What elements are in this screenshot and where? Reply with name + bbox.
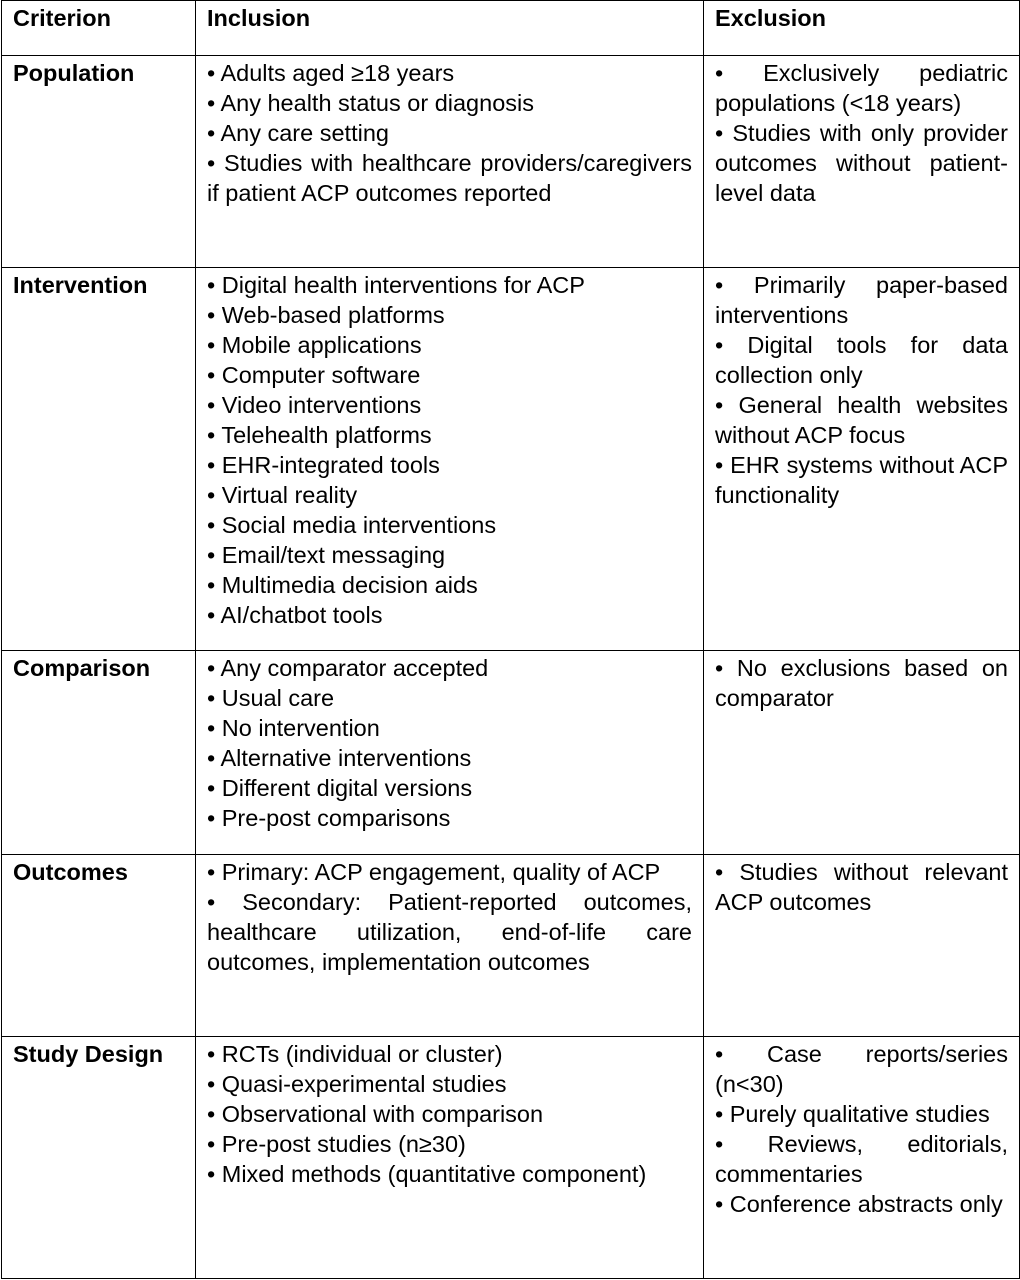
list-item: • Purely qualitative studies bbox=[715, 1101, 990, 1127]
header-criterion: Criterion bbox=[2, 1, 196, 56]
list-item: • Digital tools for data collection only bbox=[715, 332, 1008, 388]
list-item: • Reviews, editorials, commentaries bbox=[715, 1131, 1008, 1187]
table-row-comparison bbox=[2, 651, 1020, 855]
list-item: • Quasi-experimental studies bbox=[207, 1071, 507, 1097]
criterion-cell: Outcomes bbox=[2, 855, 196, 1037]
list-item: • EHR systems without ACP functionality bbox=[715, 452, 1008, 508]
list-item: • Any health status or diagnosis bbox=[207, 90, 534, 116]
criterion-cell: Intervention bbox=[2, 268, 196, 651]
list-item: • Computer software bbox=[207, 362, 421, 388]
list-item: • Studies with healthcare providers/caregivers if patient ACP outcomes reported bbox=[207, 150, 692, 206]
list-item: • Conference abstracts only bbox=[715, 1191, 1003, 1217]
header-exclusion: Exclusion bbox=[704, 1, 1020, 56]
list-item: • General health websites without ACP focus bbox=[715, 392, 1008, 448]
list-item: • Multimedia decision aids bbox=[207, 572, 478, 598]
list-item: • Studies with only provider outcomes without patient-level data bbox=[715, 120, 1008, 206]
list-item: • Usual care bbox=[207, 685, 335, 711]
list-item: • No exclusions based on comparator bbox=[715, 655, 1008, 711]
list-item: • AI/chatbot tools bbox=[207, 602, 383, 628]
inclusion-cell bbox=[196, 268, 704, 651]
table-row-population bbox=[2, 56, 1020, 268]
exclusion-cell bbox=[704, 1037, 1020, 1279]
criteria-table bbox=[1, 0, 1020, 1279]
list-item: • Video interventions bbox=[207, 392, 422, 418]
list-item: • Any care setting bbox=[207, 120, 389, 146]
table-row-outcomes bbox=[2, 855, 1020, 1037]
table-row-intervention bbox=[2, 268, 1020, 651]
header-row bbox=[2, 1, 1020, 56]
list-item: • Social media interventions bbox=[207, 512, 497, 538]
exclusion-cell bbox=[704, 268, 1020, 651]
exclusion-cell bbox=[704, 651, 1020, 855]
list-item: • Primarily paper-based interventions bbox=[715, 272, 1008, 328]
list-item: • RCTs (individual or cluster) bbox=[207, 1041, 503, 1067]
exclusion-cell bbox=[704, 855, 1020, 1037]
list-item: • Mixed methods (quantitative component) bbox=[207, 1161, 647, 1187]
header-inclusion: Inclusion bbox=[196, 1, 704, 56]
list-item: • Secondary: Patient-reported outcomes, healthcare utilization, end-of-life care outcomes, implementation outcomes bbox=[207, 889, 692, 975]
list-item: • Observational with comparison bbox=[207, 1101, 544, 1127]
list-item: • Pre-post studies (n≥30) bbox=[207, 1131, 466, 1157]
list-item: • Exclusively pediatric populations (<18 years) bbox=[715, 60, 1008, 116]
list-item: • Virtual reality bbox=[207, 482, 358, 508]
table-row-study-design bbox=[2, 1037, 1020, 1279]
list-item: • Alternative interventions bbox=[207, 745, 472, 771]
list-item: • No intervention bbox=[207, 715, 380, 741]
inclusion-cell bbox=[196, 855, 704, 1037]
list-item: • Primary: ACP engagement, quality of ACP bbox=[207, 859, 661, 885]
criterion-cell: Population bbox=[2, 56, 196, 268]
list-item: • Email/text messaging bbox=[207, 542, 446, 568]
list-item: • Pre-post comparisons bbox=[207, 805, 451, 831]
list-item: • Digital health interventions for ACP bbox=[207, 272, 585, 298]
list-item: • EHR-integrated tools bbox=[207, 452, 440, 478]
criterion-cell: Comparison bbox=[2, 651, 196, 855]
exclusion-cell bbox=[704, 56, 1020, 268]
list-item: • Different digital versions bbox=[207, 775, 473, 801]
list-item: • Adults aged ≥18 years bbox=[207, 60, 455, 86]
list-item: • Any comparator accepted bbox=[207, 655, 489, 681]
inclusion-cell bbox=[196, 1037, 704, 1279]
inclusion-cell bbox=[196, 56, 704, 268]
list-item: • Telehealth platforms bbox=[207, 422, 432, 448]
inclusion-cell bbox=[196, 651, 704, 855]
list-item: • Web-based platforms bbox=[207, 302, 445, 328]
list-item: • Case reports/series (n<30) bbox=[715, 1041, 1008, 1097]
criterion-cell: Study Design bbox=[2, 1037, 196, 1279]
list-item: • Studies without relevant ACP outcomes bbox=[715, 859, 1008, 915]
list-item: • Mobile applications bbox=[207, 332, 422, 358]
